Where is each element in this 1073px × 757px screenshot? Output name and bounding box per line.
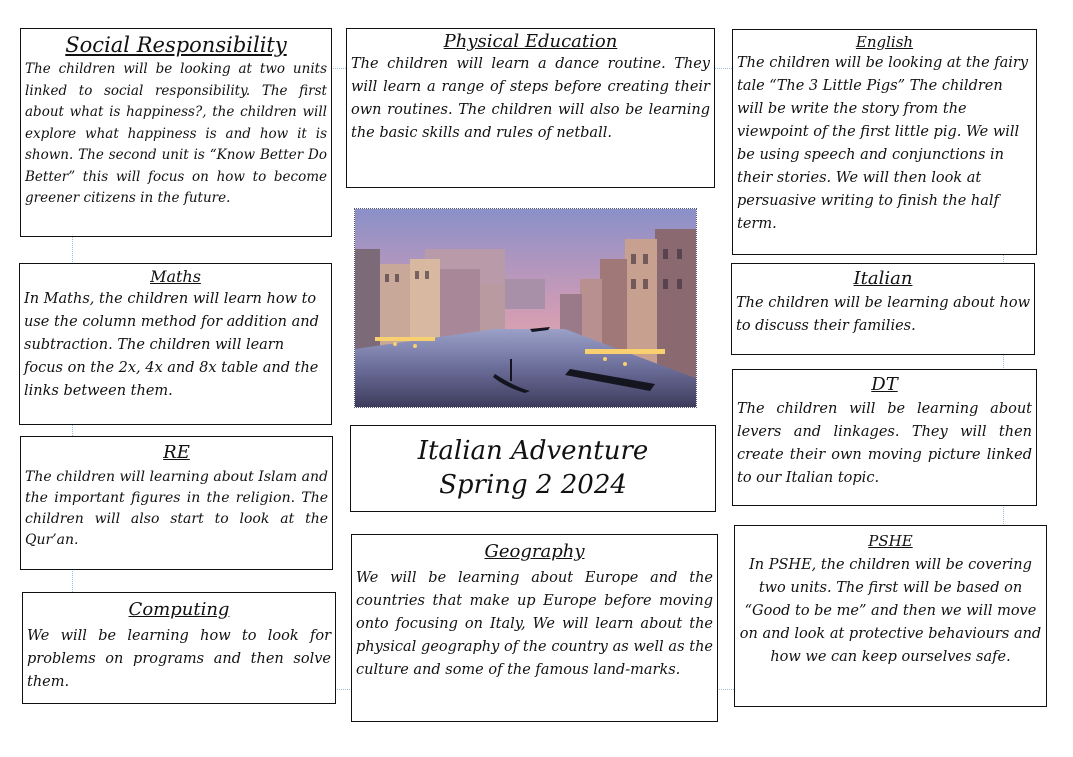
english-text: The children will be looking at the fairy tale “The 3 Little Pigs” The children will be write the story from the viewpoint of the first little pig. We will be using speech and conjunctions in their stories. We will then look at persuasive writing to finish the half term.: [737, 55, 1029, 232]
maths-title: Maths: [150, 267, 201, 286]
maths-text: In Maths, the children will learn how to use the column method for addition and subtraction. The children will learn focus on the 2x, 4x and 8x table and the links between them.: [24, 291, 319, 399]
topic-title: Italian Adventure: [417, 435, 649, 466]
social-responsibility-title: Social Responsibility: [65, 33, 287, 57]
geography-title: Geography: [484, 541, 585, 562]
computing-box: [22, 592, 336, 704]
venice-canal-photo: [354, 208, 697, 408]
italian-text: The children will be learning about how to discuss their families.: [736, 295, 1030, 334]
dt-text: The children will be learning about levers and linkages. They will then create their own moving picture linked to our Italian topic.: [737, 401, 1032, 486]
computing-title: Computing: [128, 599, 230, 620]
english-box: [732, 29, 1037, 255]
pshe-box: [734, 525, 1047, 707]
italian-box: [731, 263, 1035, 355]
pshe-title: PSHE: [868, 532, 913, 550]
physical-education-text: The children will learn a dance routine. They will learn a range of steps before creating their own routines. The children will also be learning the basic skills and rules of netball.: [351, 56, 710, 141]
topic-title-box: [350, 425, 716, 512]
re-title: RE: [163, 442, 190, 463]
maths-box: [19, 263, 332, 425]
social-responsibility-box: [20, 28, 332, 237]
re-text: The children will learning about Islam and the important figures in the religion. The children will also start to look at the Qur’an.: [25, 469, 328, 548]
re-box: [20, 436, 333, 570]
geography-box: [351, 534, 718, 722]
dt-box: [732, 369, 1037, 506]
geography-text: We will be learning about Europe and the countries that make up Europe before moving onto focusing on Italy, We will learn about the physical geography of the country as well as the culture and some of the famous land-marks.: [356, 570, 713, 678]
english-title: English: [855, 33, 914, 51]
topic-term: Spring 2 2024: [439, 469, 627, 500]
physical-education-title: Physical Education: [443, 31, 618, 52]
italian-title: Italian: [853, 268, 913, 289]
venice-canal-illustration: [355, 209, 697, 408]
computing-text: We will be learning how to look for problems on programs and then solve them.: [27, 628, 331, 690]
pshe-text: In PSHE, the children will be covering two units. The first will be based on “Good to be me” and then we will move on and look at protective behaviours and how we can keep ourselves safe.: [739, 557, 1042, 665]
social-responsibility-text: The children will be looking at two units linked to social responsibility. The first about what is happiness?, the children will explore what happiness is and how it is shown. The second unit is “Know Better Do Better” this will focus on how to become greener citizens in the future.: [25, 61, 327, 206]
dt-title: DT: [871, 374, 898, 395]
physical-education-box: [346, 28, 715, 188]
